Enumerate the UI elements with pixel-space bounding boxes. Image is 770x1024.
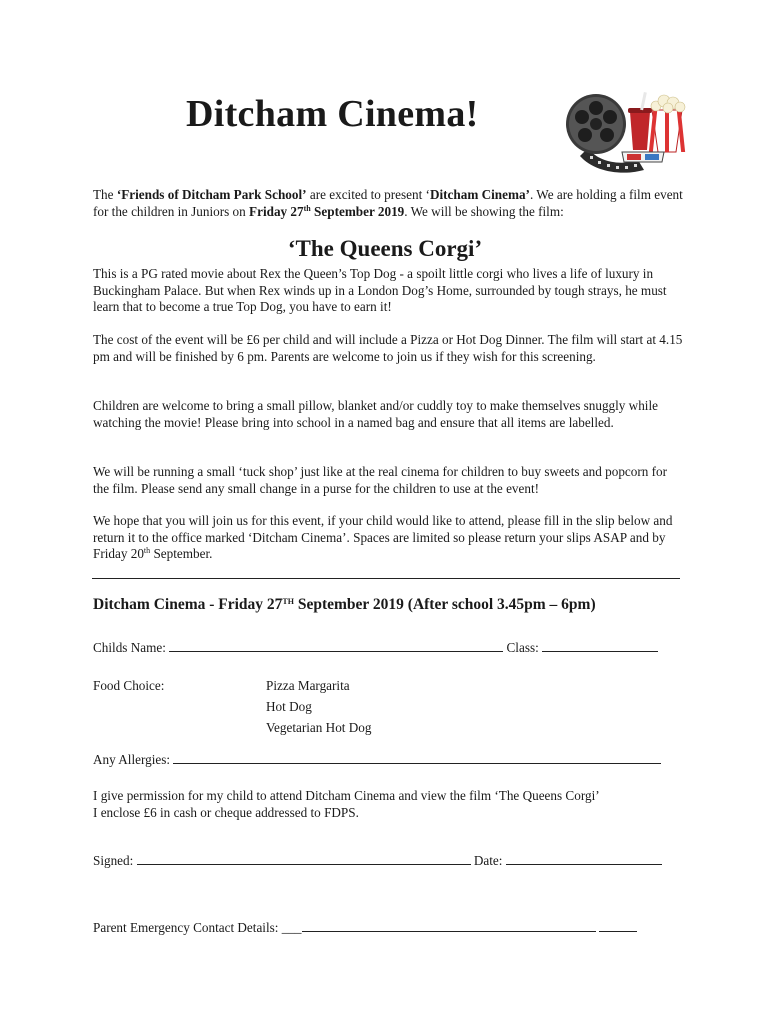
slip-title-text: September 2019 (After school 3.45pm – 6pm)	[293, 596, 596, 613]
emergency-lead-line: ___	[281, 920, 302, 935]
date-label: Date:	[470, 853, 506, 868]
emergency-contact-field[interactable]	[302, 920, 596, 932]
event-date-rest: September 2019	[310, 203, 405, 219]
intro-text: The	[93, 187, 117, 202]
allergies-row	[93, 752, 661, 768]
class-label: Class:	[503, 640, 543, 655]
allergies-field[interactable]	[173, 752, 661, 764]
reply-slip-title	[93, 596, 596, 614]
childs-name-row	[93, 640, 658, 656]
permission-line-1: I give permission for my child to attend Ditcham Cinema and view the film ‘The Queens Corgi’	[93, 788, 600, 803]
synopsis-paragraph: This is a PG rated movie about Rex the Queen’s Top Dog - a spoilt little corgi who lives a life of luxury in Buckingham Palace. But when Rex winds up in a London Dog’s Home, surrounded by tough strays, he must learn that to become a true Top Dog, you have to earn it!	[93, 266, 667, 315]
intro-text: . We will be showing the film:	[404, 203, 564, 219]
food-option-pizza[interactable]: Pizza Margarita	[266, 678, 350, 693]
cost-paragraph: The cost of the event will be £6 per child and will include a Pizza or Hot Dog Dinner. The film will start at 4.15 pm and will be finished by 6 pm. Parents are welcome to join us if they wish for this screening.	[93, 332, 683, 364]
emergency-contact-label: Parent Emergency Contact Details:	[93, 920, 282, 935]
reply-text: September.	[150, 546, 213, 562]
intro-paragraph	[93, 187, 683, 220]
ordinal-suffix: th	[143, 546, 151, 556]
class-field[interactable]	[542, 640, 658, 652]
food-choice-label: Food Choice:	[93, 678, 165, 693]
film-reel-popcorn-icon	[560, 84, 688, 176]
food-option-hot-dog[interactable]: Hot Dog	[266, 699, 312, 714]
document-title: Ditcham Cinema!	[186, 93, 479, 135]
film-title: ‘The Queens Corgi’	[287, 236, 483, 261]
organisation-name: ‘Friends of Ditcham Park School’	[116, 187, 307, 202]
intro-text: . We are holding a film event for the children in Juniors on	[93, 187, 683, 219]
emergency-contact-extra-field[interactable]	[599, 920, 637, 932]
intro-text: are excited to present ‘	[306, 187, 430, 202]
childs-name-field[interactable]	[169, 640, 503, 652]
signature-row	[93, 853, 662, 869]
emergency-contact-row	[93, 920, 637, 936]
bring-items-paragraph: Children are welcome to bring a small pillow, blanket and/or cuddly toy to make themselves snuggly while watching the movie! Please bring into school in a named bag and ensure that all items are labelled.	[93, 398, 658, 430]
reply-paragraph	[93, 513, 683, 563]
food-option-vegetarian[interactable]: Vegetarian Hot Dog	[266, 720, 372, 735]
signed-label: Signed:	[93, 853, 137, 868]
slip-title-text: Ditcham Cinema - Friday 27	[93, 596, 283, 613]
signature-field[interactable]	[137, 853, 471, 865]
event-name: Ditcham Cinema’	[429, 187, 530, 202]
permission-line-2: I enclose £6 in cash or cheque addressed to FDPS.	[93, 805, 359, 820]
reply-text: We hope that you will join us for this event, if your child would like to attend, please fill in the slip below and return it to the office marked ‘Ditcham Cinema’. Spaces are limited so please return your slips ASAP and by Friday 20	[93, 513, 673, 562]
ordinal-suffix: TH	[282, 597, 294, 606]
cut-line-divider	[92, 578, 680, 579]
tuck-shop-paragraph: We will be running a small ‘tuck shop’ just like at the real cinema for children to buy sweets and popcorn for the film. Please send any small change in a purse for the children to use at the event!	[93, 464, 668, 496]
ordinal-suffix: th	[303, 203, 311, 213]
allergies-label: Any Allergies:	[93, 752, 174, 767]
date-field[interactable]	[506, 853, 662, 865]
event-date: Friday 27	[249, 203, 304, 219]
childs-name-label: Childs Name:	[93, 640, 170, 655]
